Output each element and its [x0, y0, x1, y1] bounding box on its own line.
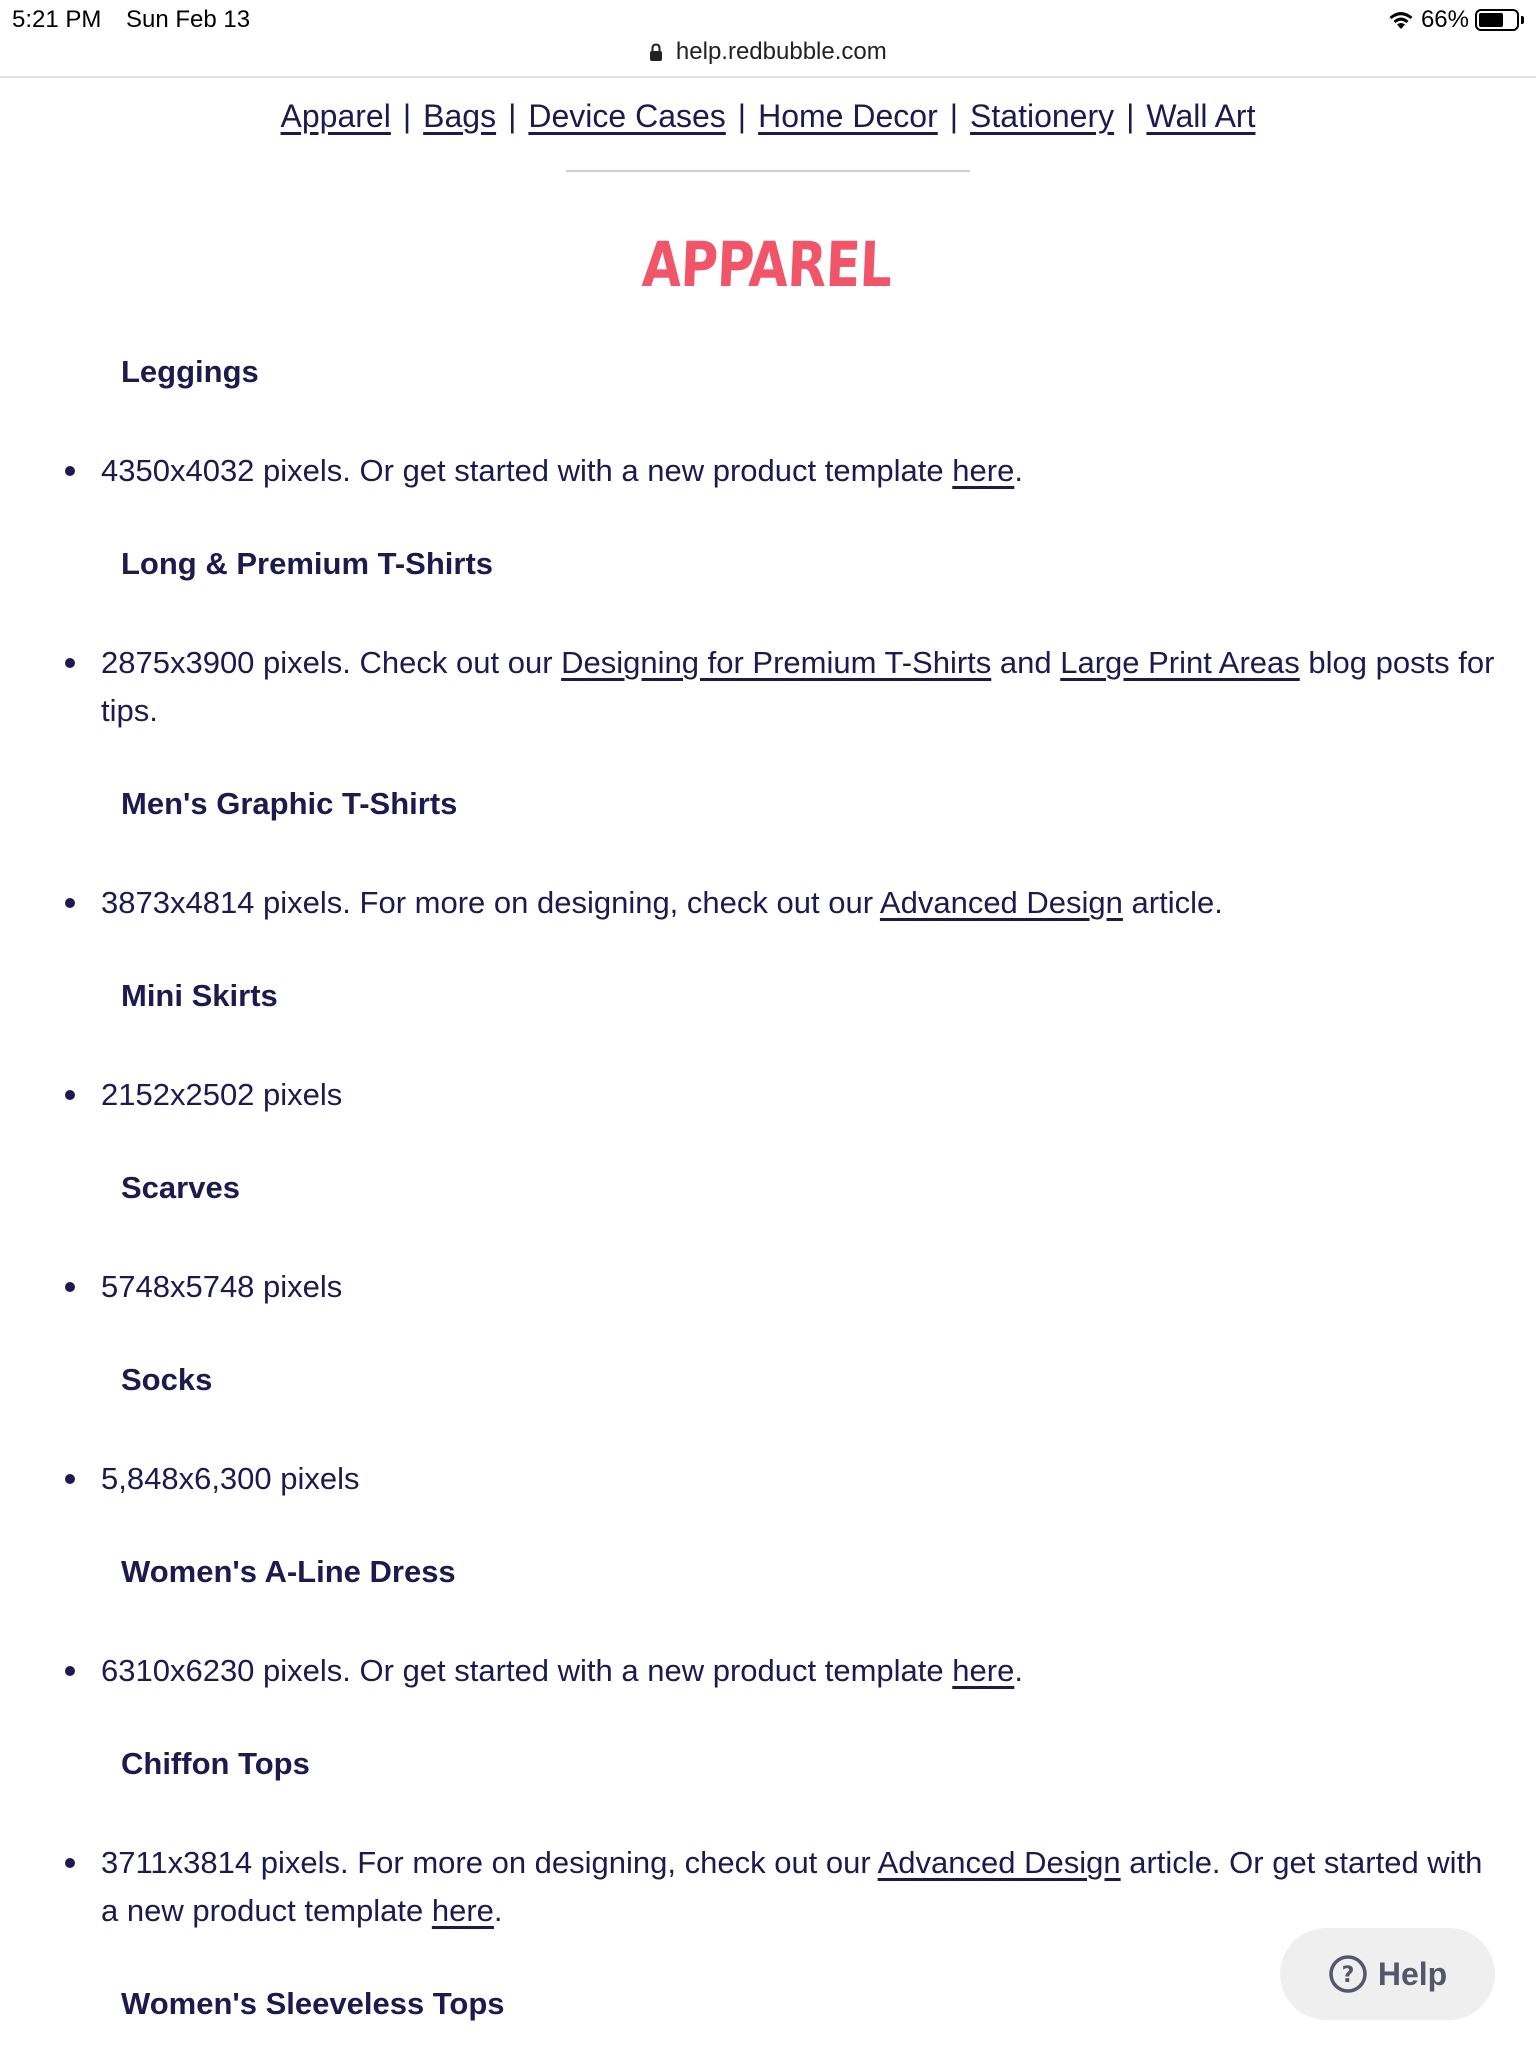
template-link[interactable]: here	[952, 453, 1015, 488]
nav-divider	[566, 170, 970, 172]
battery-cap	[1521, 16, 1524, 24]
section-heading: APPAREL	[640, 228, 893, 301]
spec-text: 3711x3814 pixels. For more on designing, check out our	[101, 1845, 878, 1880]
battery-level-fill	[1479, 13, 1503, 27]
product-title-womens-sleeveless-tops: Women's Sleeveless Tops	[121, 1986, 505, 2021]
bullet-dot	[65, 1282, 75, 1292]
bullet-dot	[65, 466, 75, 476]
spec-text-end: .	[493, 1893, 503, 1928]
nav-link-wall-art[interactable]: Wall Art	[1146, 98, 1256, 134]
address-bar[interactable]	[0, 38, 1536, 78]
nav-link-home-decor[interactable]: Home Decor	[758, 98, 938, 134]
spec-text: 2152x2502 pixels	[101, 1077, 343, 1112]
large-print-areas-link[interactable]: Large Print Areas	[1060, 645, 1300, 680]
nav-link-apparel[interactable]: Apparel	[280, 98, 391, 134]
spec-text: 5,848x6,300 pixels	[101, 1461, 360, 1496]
svg-text:?: ?	[1341, 1963, 1355, 1988]
nav-separator: |	[1126, 98, 1135, 134]
advanced-design-link[interactable]: Advanced Design	[879, 885, 1123, 920]
status-bar	[0, 0, 1536, 38]
product-title-womens-a-line-dress: Women's A-Line Dress	[121, 1554, 456, 1589]
spec-text: 3873x4814 pixels. For more on designing, check out our	[101, 885, 880, 920]
product-title-mens-graphic-tshirts: Men's Graphic T-Shirts	[121, 786, 458, 821]
bullet-dot	[65, 1858, 75, 1868]
status-indicators	[1387, 6, 1524, 34]
product-title-mini-skirts: Mini Skirts	[121, 978, 278, 1013]
bullet-dot	[65, 898, 75, 908]
battery-icon	[1475, 9, 1519, 31]
template-link[interactable]: here	[952, 1653, 1015, 1688]
wifi-icon	[1387, 9, 1415, 31]
nav-separator: |	[737, 98, 747, 134]
nav-link-stationery[interactable]: Stationery	[970, 98, 1115, 134]
spec-text-end: blog posts for tips.	[101, 645, 1495, 728]
url-text: help.redbubble.com	[675, 38, 887, 65]
bullet-dot	[65, 658, 75, 668]
nav-separator: |	[949, 98, 959, 134]
premium-tshirts-link[interactable]: Designing for Premium T-Shirts	[561, 645, 992, 680]
product-title-scarves: Scarves	[121, 1170, 240, 1205]
status-time: 5:21 PM	[12, 6, 102, 33]
spec-text: 5748x5748 pixels	[101, 1269, 343, 1304]
spec-text-mid: and	[991, 645, 1061, 680]
nav-separator: |	[508, 98, 517, 134]
battery-percent: 66%	[1420, 6, 1469, 33]
spec-text-end: .	[1014, 1653, 1023, 1688]
spec-text: 6310x6230 pixels. Or get started with a new product template	[101, 1653, 953, 1688]
spec-text-end: article.	[1122, 885, 1223, 920]
nav-link-device-cases[interactable]: Device Cases	[528, 98, 726, 134]
spec-text: 4350x4032 pixels. Or get started with a new product template	[101, 453, 953, 488]
category-nav	[0, 98, 1536, 135]
spec-text-mid: article. Or get started with a new product template	[101, 1845, 1483, 1928]
nav-separator: |	[402, 98, 412, 134]
bullet-dot	[65, 1666, 75, 1676]
spec-text-end: .	[1014, 453, 1023, 488]
bullet-dot	[65, 1474, 75, 1484]
product-title-socks: Socks	[121, 1362, 213, 1397]
lock-icon	[649, 43, 663, 61]
nav-link-bags[interactable]: Bags	[423, 98, 497, 134]
status-date: Sun Feb 13	[126, 6, 251, 33]
spec-text: 2875x3900 pixels. Check out our	[101, 645, 562, 680]
question-circle-icon	[1328, 1954, 1368, 1994]
bullet-dot	[65, 1090, 75, 1100]
help-label: Help	[1377, 1955, 1448, 1992]
product-title-chiffon-tops: Chiffon Tops	[121, 1746, 310, 1781]
product-title-long-premium-tshirts: Long & Premium T-Shirts	[121, 546, 494, 581]
help-button[interactable]	[1280, 1928, 1495, 2020]
advanced-design-link[interactable]: Advanced Design	[877, 1845, 1121, 1880]
template-link[interactable]: here	[431, 1893, 494, 1928]
product-title-leggings: Leggings	[121, 354, 259, 389]
